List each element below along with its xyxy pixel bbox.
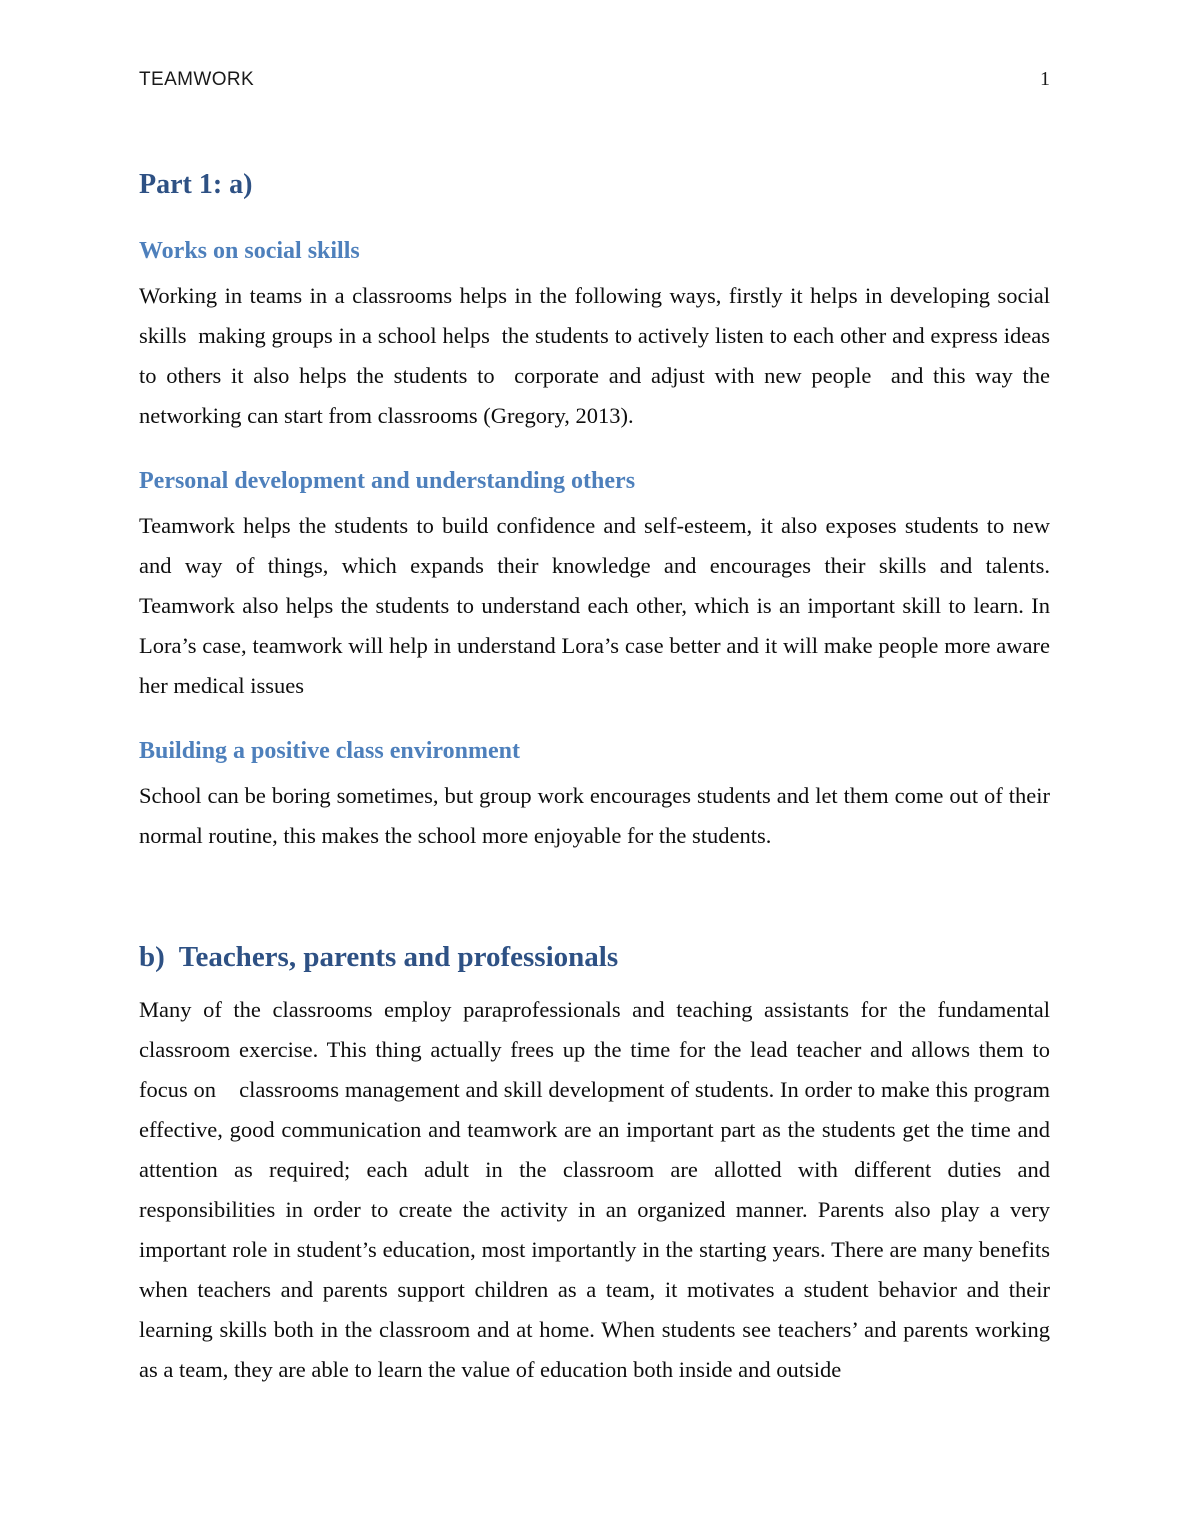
page-number: 1 bbox=[1040, 68, 1050, 90]
document-body bbox=[139, 168, 1056, 1390]
running-header bbox=[139, 68, 1050, 91]
heading-part-1-a: Part 1: a) bbox=[139, 169, 253, 200]
heading-personal-development: Personal development and understanding others bbox=[139, 467, 636, 494]
heading-positive-class-environment: Building a positive class environment bbox=[139, 737, 520, 764]
paragraph-works-on-social-skills: Working in teams in a classrooms helps in the following ways, firstly it helps in developing social skills making groups in a school helps the students to actively listen to each other and express ideas to others it also helps the students to corporate and adjust with new people and this way the networking can start from classrooms (Gregory, 2013). bbox=[139, 282, 1056, 428]
heading-works-on-social-skills: Works on social skills bbox=[139, 237, 360, 264]
running-header-title: TEAMWORK bbox=[139, 69, 255, 90]
paragraph-personal-development: Teamwork helps the students to build confidence and self-esteem, it also exposes students to new and way of things, which expands their knowledge and encourages their skills and talents. Teamwork also helps the students to understand each other, which is an important skill to learn. In Lora’s case, teamwork will help in understand Lora’s case better and it will make people more aware her medical issues bbox=[139, 512, 1056, 698]
paragraph-positive-class-environment: School can be boring sometimes, but group work encourages students and let them come out of their normal routine, this makes the school more enjoyable for the students. bbox=[139, 782, 1056, 848]
paragraph-teachers-parents-professionals: Many of the classrooms employ paraprofessionals and teaching assistants for the fundamental classroom exercise. This thing actually frees up the time for the lead teacher and allows them to focus on classrooms management and skill development of students. In order to make this program effective, good communication and teamwork are an important part as the students get the time and attention as required; each adult in the classroom are allotted with different duties and responsibilities in order to create the activity in an organized manner. Parents also play a very important role in student’s education, most importantly in the starting years. There are many benefits when teachers and parents support children as a team, it motivates a student behavior and their learning skills both in the classroom and at home. When students see teachers’ and parents working as a team, they are able to learn the value of education both inside and outside bbox=[139, 997, 1056, 1383]
heading-part-b-teachers-parents-professionals: b) Teachers, parents and professionals bbox=[139, 940, 619, 973]
